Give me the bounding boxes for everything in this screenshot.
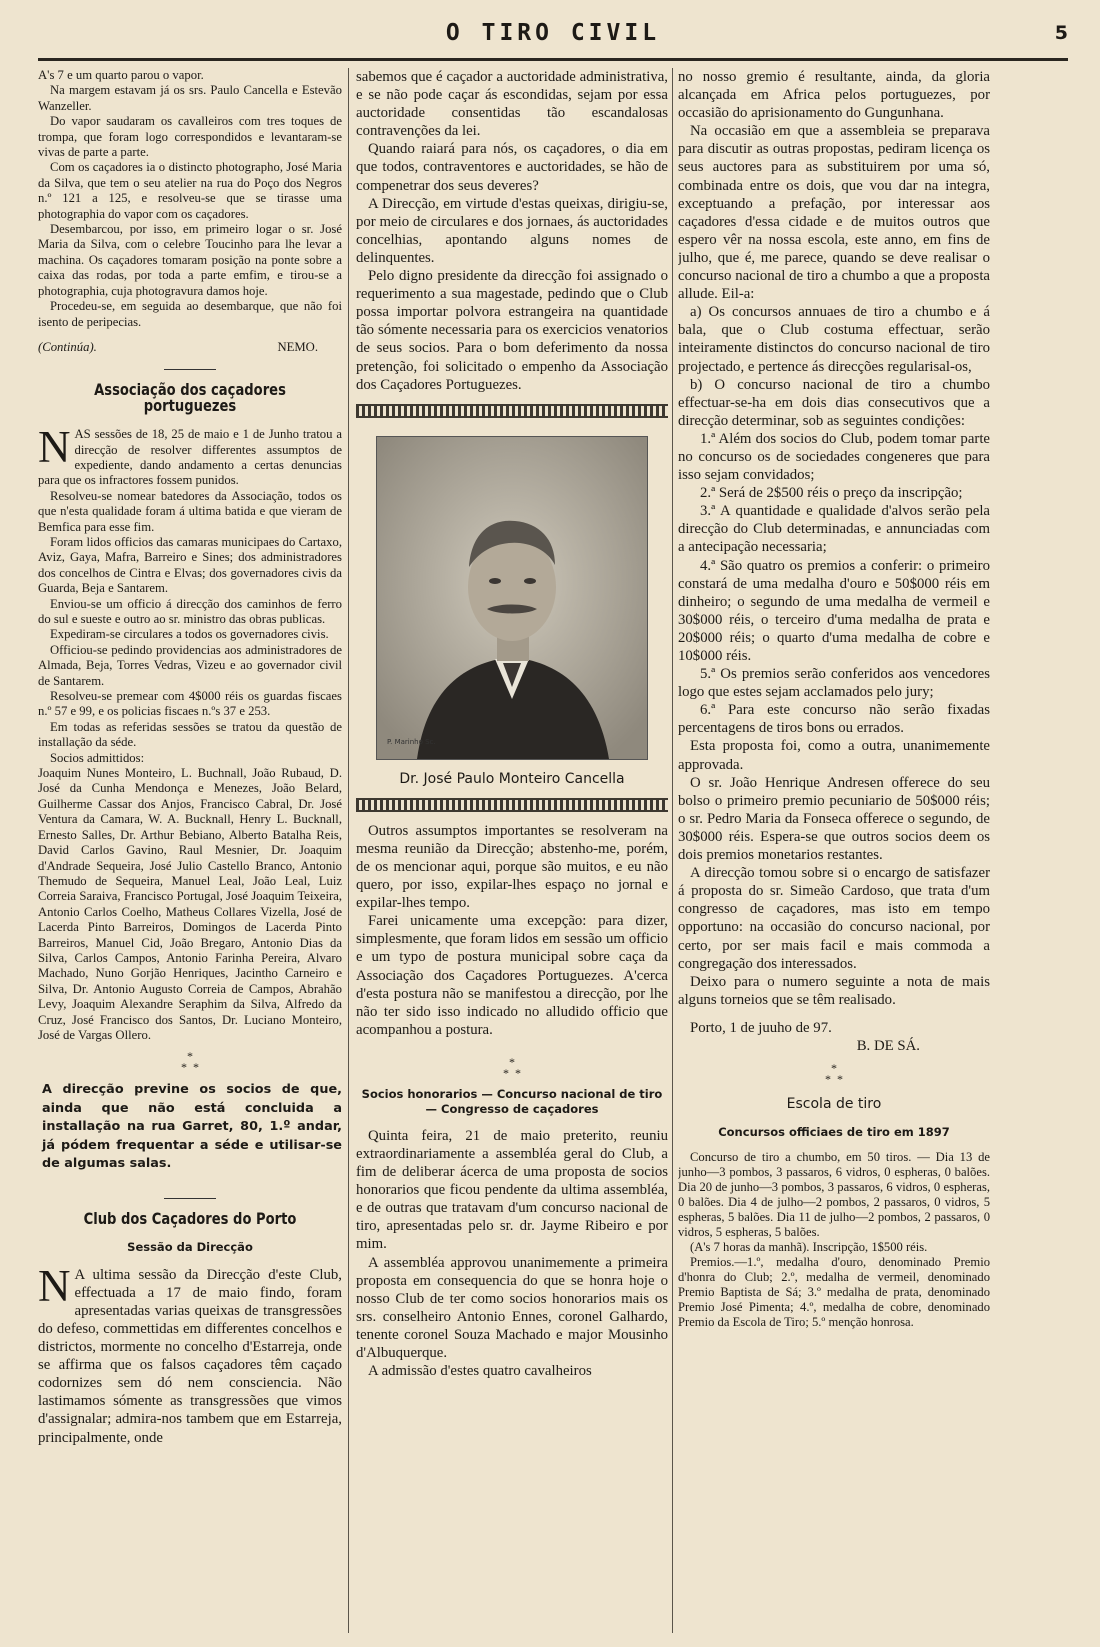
- drop-cap: N: [38, 1260, 71, 1311]
- paragraph: Deixo para o numero seguinte a nota de mais alguns torneios que se têm realisado.: [678, 973, 990, 1008]
- paragraph: Procedeu-se, em seguida ao desembarque, que não foi isento de peripecias.: [38, 299, 342, 329]
- condition-item: 1.ª Além dos socios do Club, podem tomar parte no concurso os de sociedades congeneres que para isso sejam convidados;: [678, 430, 990, 484]
- competition-prizes: Premios.—1.º, medalha d'ouro, denominado Premio d'honra do Club; 2.º, medalha de vermeil, denominado Premio Baptista de Sá; 3.º medalha de prata, denominado Premio José Pimenta; 4.º, medalha de cobre, denominado Premio da Escola de Tiro; 5.º menção honrosa.: [678, 1255, 990, 1330]
- paragraph: Expediram-se circulares a todos os governadores civis.: [50, 627, 329, 642]
- section-heading-associacao: Associação dos caçadores portuguezes: [94, 380, 286, 415]
- paragraph: [38, 422, 342, 489]
- engraver-credit: P. Marinho Sc.: [387, 737, 436, 746]
- paragraph: Farei unicamente uma excepção: para dizer, simplesmente, que foram lidos em sessão um officio e um typo de postura municipal sobre caça da Associação dos Caçadores Portuguezes. A'cerca d'esta postura não se manifestou a direcção, por lhe não ter sido isso indicado no alludido officio que acompanhou a postura.: [356, 913, 668, 1038]
- masthead: [38, 14, 1068, 61]
- condition-item: 3.ª A quantidade e qualidade d'alvos serão pela direcção do Club determinadas, e annunciadas com a antecipação necessaria;: [678, 503, 990, 556]
- paragraph-text: A ultima sessão da Direcção d'este Club, effectuada a 17 de maio findo, foram apresentadas varias queixas de transgressões do defeso, commettidas em differentes concelhos e districtos, mormente no concelho d'Estarreja, onde se affirma que os falsos caçadores têm caçado codornizes sem dó nem consciencia. Não lastimamos sómente as transgressões que vimos d'assignalar; admira-nos tambem que em Estarreja, principalmente, onde: [38, 1266, 342, 1446]
- column-1: [38, 68, 342, 1633]
- intro-section: [38, 68, 342, 355]
- article-end: [38, 340, 342, 355]
- author-signature: B. DE SÁ.: [856, 1037, 920, 1054]
- paragraph: Resolveu-se premear com 4$000 réis os guardas fiscaes n.º 57 e 99, e os policias fiscaes n.ºs 37 e 253.: [38, 689, 342, 719]
- column-rule: [672, 68, 673, 1633]
- paragraph: A assembléa approvou unanimemente a primeira proposta em consequencia do que se honra hoje o nosso Club de ter como socios honorarios mais os srs. conselheiro Antonio Ennes, coronel Galhardo, tenente coronel Souza Machado e major Mousinho d'Albuquerque.: [356, 1254, 668, 1362]
- ornamental-rule: [356, 404, 668, 418]
- notice-box: A direcção previne os socios de que, ainda que não está concluida a installação na rua Garret, 80, 1.º andar, já pódem frequentar a séde e utilisar-se de algumas salas.: [42, 1082, 342, 1172]
- paragraph: Quinta feira, 21 de maio preterito, reuniu extraordinariamente a assembléa geral do Club, a fim de deliberar ácerca de uma proposta de socios honorarios que ficou pendente da ultima assembléa, e de outras que tratavam d'um concurso nacional de tiro, apresentadas pelo sr. dr. Jayme Ribeiro e por mim.: [356, 1127, 668, 1253]
- portrait-photo: [376, 436, 648, 760]
- divider: [164, 1198, 216, 1199]
- divider: [164, 369, 216, 370]
- section-heading-escola: Escola de tiro: [786, 1096, 882, 1113]
- asterism-ornament: * * *: [181, 1049, 199, 1075]
- paragraph: b) O concurso nacional de tiro a chumbo effectuar-se-ha em dois dias consecutivos que a direcção determinar, sob as seguintes condições:: [678, 376, 990, 429]
- subheading-concursos: Concursos officiaes de tiro em 1897: [718, 1125, 950, 1140]
- paragraph: Enviou-se um officio á direcção dos caminhos de ferro do sul e sueste e outro ao sr. ministro das obras publicas.: [38, 596, 342, 626]
- paragraph: Desembarcou, por isso, em primeiro logar o sr. José Maria da Silva, com o celebre Toucinho para lhe levar a machina. Os caçadores tomaram posição na ponte sobre a caixa das rodas, por toda a parte emfim, e tirou-se a photographia, cuja photogravura damos hoje.: [38, 222, 342, 298]
- paragraph: Do vapor saudaram os cavalleiros com tres toques de trompa, que foram logo correspondidos e levantaram-se vivas de parte a parte.: [38, 114, 342, 160]
- condition-item: 5.ª Os premios serão conferidos aos vencedores logo que estes sejam acclamados pelo jury;: [678, 666, 990, 701]
- condition-item: 2.ª Será de 2$500 réis o preço da inscripção;: [700, 485, 963, 502]
- asterism-ornament: * * *: [503, 1054, 521, 1080]
- paragraph: a) Os concursos annuaes de tiro a chumbo e á bala, que o Club costuma effectuar, serão inteiramente distinctos do concurso nacional de tiro projectado, e pertence ás direcções regularisal-os,: [678, 304, 990, 375]
- paragraph: Pelo digno presidente da direcção foi assignado o requerimento a sua magestade, pedindo que o Club possa importar polvora estrangeira na quantidade tão sómente necessaria para os exercicios venatorios de seus socios. Para o bom deferimento da nossa pretenção, foi solicitado o empenho da Associação dos Caçadores Portuguezes.: [356, 268, 668, 393]
- paragraph: Esta proposta foi, como a outra, unanimemente approvada.: [678, 738, 990, 773]
- portrait-illustration: [377, 437, 647, 759]
- column-3: [678, 68, 990, 1633]
- paragraph: Na margem estavam já os srs. Paulo Cancella e Estevão Wanzeller.: [38, 83, 342, 113]
- section-heading-socios: Socios honorarios — Concurso nacional de tiro — Congresso de caçadores: [361, 1086, 663, 1116]
- members-list: Joaquim Nunes Monteiro, L. Buchnall, João Rubaud, D. José da Cunha Mendonça e Menezes, João Belard, Guilherme Cassar dos Anjos, Francisco Cabral, Dr. José Ventura da Camara, W. A. Bucknall, Henry L. Bucknall, Ernesto Salles, Dr. Arthur Bebiano, Alberto Batalha Reis, David Carlos Gavino, Raul Mesnier, Dr. Joaquim d'Andrade Sequeira, José Julio Castello Branco, Antonio Themudo de Sequeira, Manuel Leal, João Leal, Luiz Correia Saraiva, Francisco Portugal, José Joaquim Teixeira, Antonio Carlos Coelho, Matheus Collares Vizella, José de Lacerda Pinto Barreiros, Domingos de Lacerda Pinto Barreiros, Manuel Cid, João Bregaro, Antonio Dias da Silva, Carlos Campos, Antonio Farinha Pereira, Alvaro Machado, Nuno Gorjão Henriques, Jacintho Carneiro e Silva, Dr. Antonio Augusto Correia de Campos, Abrahão Levy, Joaquim Alexandre Seraphim da Silva, Alfredo da Cruz, José Francisco dos Santos, Dr. Luciano Monteiro, José de Vargas Ollero.: [38, 766, 342, 1042]
- condition-item: 6.ª Para este concurso não serão fixadas percentagens de tiros bons ou errados.: [678, 702, 990, 737]
- page-number: 5: [1054, 22, 1068, 44]
- paragraph: A's 7 e um quarto parou o vapor.: [38, 68, 204, 82]
- column-2: [356, 68, 668, 1633]
- paragraph: A admissão d'estes quatro cavalheiros: [368, 1363, 592, 1380]
- ornamental-rule: [356, 798, 668, 812]
- paragraph: Resolveu-se nomear batedores da Associação, todos os que n'esta qualidade foram á ultima batida e que vieram de Bemfica para esse fim.: [38, 488, 342, 534]
- paragraph: Na occasião em que a assembleia se preparava para discutir as outras propostas, pediram licença os seus auctores para as substituirem por uma só, combinada entre os dois, que vou dar na integra, exceptuando a prefação, por interessar aos caçadores d'essa cidade e de muitos outros que espero vêr na nossa escola, este anno, em fins de julho, que é, me parece, quando se deve realisar o concurso nacional de tiro a chumbo a que a proposta allude. Eil-a:: [678, 123, 990, 303]
- paragraph: O sr. João Henrique Andresen offerece do seu bolso o primeiro premio pecuniario de 50$000 réis; o sr. Pedro Maria da Fonseca offerece o segundo, de 30$000 réis. Espera-se que outros socios deem os dois premios monetarios restantes.: [678, 774, 990, 864]
- competition-hours: (A's 7 horas da manhã). Inscripção, 1$500 réis.: [690, 1240, 928, 1255]
- paragraph: A Direcção, em virtude d'estas queixas, dirigiu-se, por meio de circulares e dos jornaes, ás auctoridades concelhias, apontando alguns nomes de delinquentes.: [356, 195, 668, 266]
- paragraph: Com os caçadores ia o distincto photographo, José Maria da Silva, que tem o seu atelier na rua do Poço dos Negros n.º 121 a 125, e resolveu-se que se tirasse uma photographia do vapor com os caçadores.: [38, 160, 342, 221]
- paragraph: sabemos que é caçador a auctoridade administrativa, e se não pode caçar ás escondidas, sejam por essa auctoridade consentidas tão escandalosas contravenções da lei.: [356, 69, 668, 140]
- paragraph: Officiou-se pedindo providencias aos administradores de Almada, Beja, Torres Vedras, Vizeu e ao governador civil de Santarem.: [38, 642, 342, 688]
- condition-item: 4.ª São quatro os premios a conferir: o primeiro constará de uma medalha d'ouro e 50$000 réis em dinheiro; o segundo de uma medalha de vermeil e 30$000 réis, o terceiro d'uma medalha de prata e 20$000 réis; o quarto d'uma medalha de cobre e 10$000 réis.: [678, 557, 990, 664]
- dateline: Porto, 1 de juuho de 97.: [690, 1019, 832, 1036]
- paragraph: Em todas as referidas sessões se tratou da questão de installação da séde.: [38, 719, 342, 750]
- column-rule: [348, 68, 349, 1633]
- section-heading-club: Club dos Caçadores do Porto: [83, 1208, 297, 1228]
- author-signature: NEMO.: [277, 339, 318, 354]
- paragraph: Quando raiará para nós, os caçadores, o dia em que todos, contraventores e auctoridades, se hão de compenetrar dos seus deveres?: [356, 141, 668, 194]
- paragraph: no nosso gremio é resultante, ainda, da gloria alcançada em Africa pelos portuguezes, por occasião do aprisionamento do Gungunhana.: [678, 69, 990, 122]
- paragraph: Outros assumptos importantes se resolveram na mesma reunião da Direcção; abstenho-me, porém, de os mencionar aqui, porque são muitos, e eu não quero, por isso, expilar-lhes espaço no jornal e expilar-lhes tempo.: [356, 822, 668, 912]
- drop-cap: N: [38, 422, 71, 473]
- continua-note: (Continúa).: [38, 339, 97, 354]
- paragraph-text: AS sessões de 18, 25 de maio e 1 de Junho tratou a direcção de resolver differentes assumptos de expediente, dando andamento a certas denuncias para que os infractores fossem punidos.: [38, 427, 342, 488]
- paragraph: Socios admittidos:: [50, 750, 145, 765]
- subheading-sessao: Sessão da Direcção: [127, 1240, 253, 1255]
- portrait-caption: Dr. José Paulo Monteiro Cancella: [399, 770, 625, 787]
- paragraph: Foram lidos officios das camaras municipaes do Cartaxo, Aviz, Gaya, Mafra, Barreiro e Sines; dos administradores dos concelhos de Cintra e Elvas; dos governadores civis da Guarda, Beja e Santarem.: [38, 534, 342, 596]
- asterism-ornament: * * *: [825, 1061, 843, 1087]
- paragraph: [38, 1260, 342, 1447]
- competition-schedule: Concurso de tiro a chumbo, em 50 tiros. — Dia 13 de junho—3 pombos, 3 passaros, 6 vidros, 0 espheras, 0 balões. Dia 20 de junho—3 pombos, 3 passaros, 6 vidros, 0 espheras, 0 balões. Dia 4 de julho—2 pombos, 2 passaros, 0 vidros, 5 espheras, 5 balões. Dia 11 de julho—2 pombos, 2 passaros, 0 vidros, 5 espheras, 5 balões.: [678, 1150, 990, 1240]
- newspaper-title: O TIRO CIVIL: [445, 20, 661, 46]
- paragraph: A direcção tomou sobre si o encargo de satisfazer á proposta do sr. Simeão Cardoso, que trata d'um congresso de caçadores, mas isto em tempo opportuno: na occasião do concurso nacional, por certo, por ser mais facil e mais commoda a congregação dos interessados.: [678, 865, 990, 972]
